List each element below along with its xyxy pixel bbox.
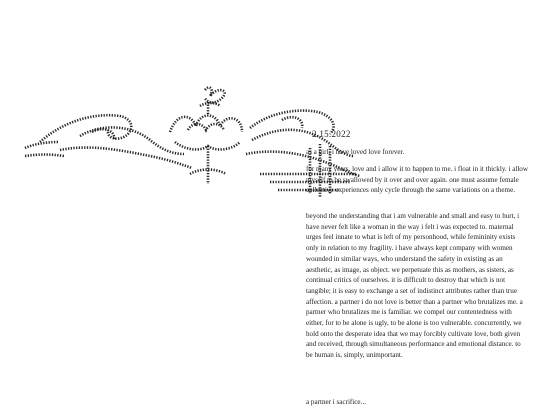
- paragraph-2: for many years, love and i allow it to happen to me. i float in it thickly. i allow myself to be swallowed by it over and over again. one must assume female collective experiences only cycle through the same variations on a theme.: [306, 165, 528, 195]
- paragraph-4: a partner i sacrifice...: [306, 398, 366, 406]
- paragraph-1: as a girl, i have loved love forever.: [306, 148, 405, 156]
- entry-date: 2.15.2022: [312, 129, 351, 139]
- paragraph-3: beyond the understanding that i am vulnerable and small and easy to hurt, i have never felt like a woman in the way i felt i was expected to. maternal urges feel innate to what is left of my personhood, while femininity exists only in relation to my fragility. i have always kept company with women wounded in similar ways, who understand the safety in existing as an aesthetic, as image, as object. we perpetuate this as mothers, as sisters, as continual critics of ourselves. it is difficult to destroy that which is not tangible; it is easy to exchange a set of indistinct attributes rather than true affection. a partner i do not love is better than a partner who brutalizes me. a partner who brutalizes me is familiar. we compel our contentedness with either, for to be alone is ugly, to be alone is too vulnerable. concurrently, we hold onto the desperate idea that we may forcibly cultivate love, both given and received, through simultaneous performance and emotional distance. to be human is, simply, unimportant.: [306, 212, 523, 360]
